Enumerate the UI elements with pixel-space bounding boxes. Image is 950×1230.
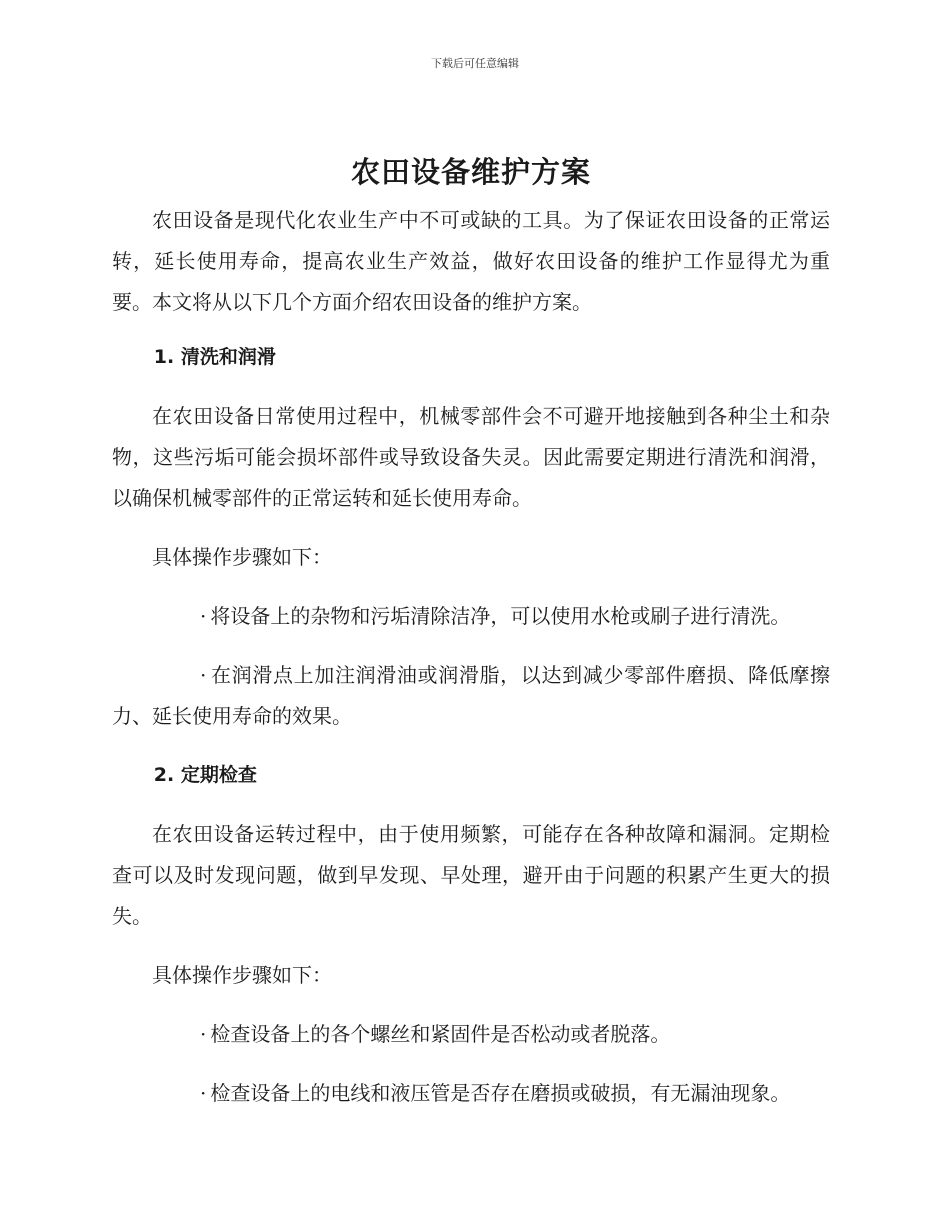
bullet-item [112, 1014, 830, 1055]
document-title: 农田设备维护方案 [350, 155, 591, 189]
bullet-item [112, 1073, 830, 1114]
section-cleaning-lubrication [112, 337, 830, 737]
bullet-text: 检查设备上的电线和液压管是否存在磨损或破损，有无漏油现象。 [210, 1081, 791, 1105]
bullet-text: 在润滑点上加注润滑油或润滑脂，以达到减少零部件磨损、降低摩擦力、延长使用寿命的效果。 [112, 663, 830, 728]
steps-label: 具体操作步骤如下： [152, 963, 332, 987]
document-body [112, 150, 830, 1132]
bullet-text: 将设备上的杂物和污垢清除洁净，可以使用水枪或刷子进行清洗。 [210, 604, 791, 628]
section-body: 在农田设备日常使用过程中，机械零部件会不可避开地接触到各种尘土和杂物，这些污垢可能会损坏部件或导致设备失灵。因此需要定期进行清洗和润滑，以确保机械零部件的正常运转和延长使用寿命。 [112, 404, 830, 510]
section-heading: 2. 定期检查 [153, 764, 257, 786]
bullet-dot-icon: · [200, 1081, 207, 1105]
section-regular-inspection [112, 755, 830, 1114]
bullet-dot-icon: · [200, 1022, 207, 1046]
bullet-text: 检查设备上的各个螺丝和紧固件是否松动或者脱落。 [210, 1022, 671, 1046]
bullet-dot-icon: · [200, 604, 207, 628]
steps-label: 具体操作步骤如下： [152, 545, 332, 569]
bullet-item [112, 655, 830, 737]
section-body: 在农田设备运转过程中，由于使用频繁，可能存在各种故障和漏洞。定期检查可以及时发现问题，做到早发现、早处理，避开由于问题的积累产生更大的损失。 [112, 822, 830, 928]
section-heading: 1. 清洗和润滑 [153, 346, 276, 368]
page-header-note: 下载后可任意编辑 [431, 57, 519, 70]
intro-paragraph: 农田设备是现代化农业生产中不可或缺的工具。为了保证农田设备的正常运转，延长使用寿命，提高农业生产效益，做好农田设备的维护工作显得尤为重要。本文将从以下几个方面介绍农田设备的维护方案。 [112, 208, 830, 314]
bullet-dot-icon: · [200, 663, 207, 687]
bullet-item [112, 596, 830, 637]
